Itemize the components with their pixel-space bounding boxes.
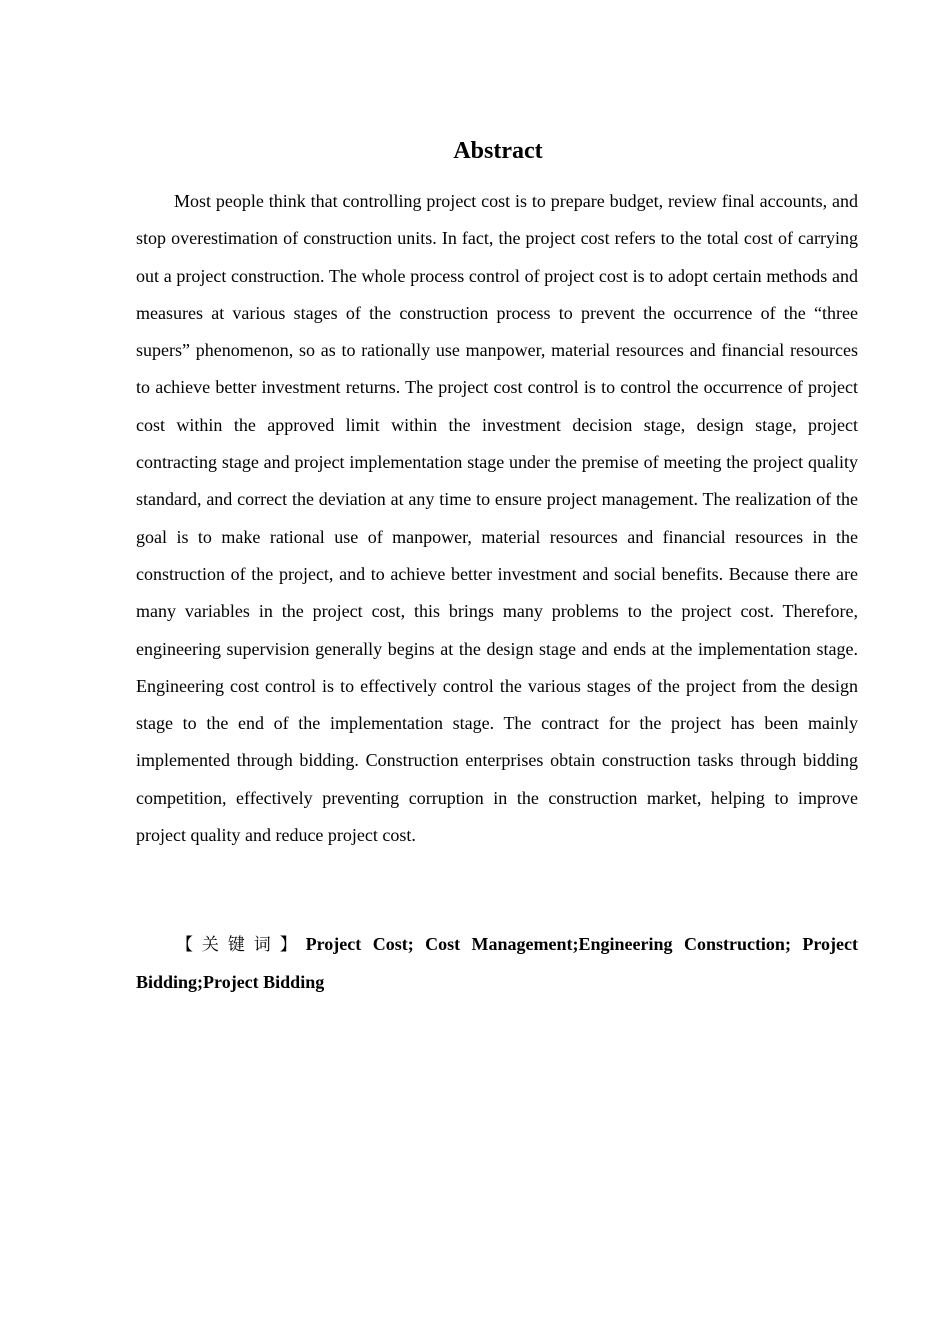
keywords-text: Project Cost; Cost Management;Engineering Construction; Project Bidding;Project Bidding [136, 934, 858, 993]
abstract-paragraph: Most people think that controlling project cost is to prepare budget, review final accounts, and stop overestimation of construction units. In fact, the project cost refers to the total cost of carrying out a project construction. The whole process control of project cost is to adopt certain methods and measures at various stages of the construction process to prevent the occurrence of the “three supers” phenomenon, so as to rationally use manpower, material resources and financial resources to achieve better investment returns. The project cost control is to control the occurrence of project cost within the approved limit within the investment decision stage, design stage, project contracting stage and project implementation stage under the premise of meeting the project quality standard, and correct the deviation at any time to ensure project management. The realization of the goal is to make rational use of manpower, material resources and financial resources in the construction of the project, and to achieve better investment and social benefits. Because there are many variables in the project cost, this brings many problems to the project cost. Therefore, engineering supervision generally begins at the design stage and ends at the implementation stage. Engineering cost control is to effectively control the various stages of the project from the design stage to the end of the implementation stage. The contract for the project has been mainly implemented through bidding. Construction enterprises obtain construction tasks through bidding competition, effectively preventing corruption in the construction market, helping to improve project quality and reduce project cost. [136, 191, 858, 846]
abstract-title: Abstract [453, 138, 543, 164]
keywords-label: 【关键词】 [176, 935, 306, 955]
keywords-line [136, 926, 858, 1002]
